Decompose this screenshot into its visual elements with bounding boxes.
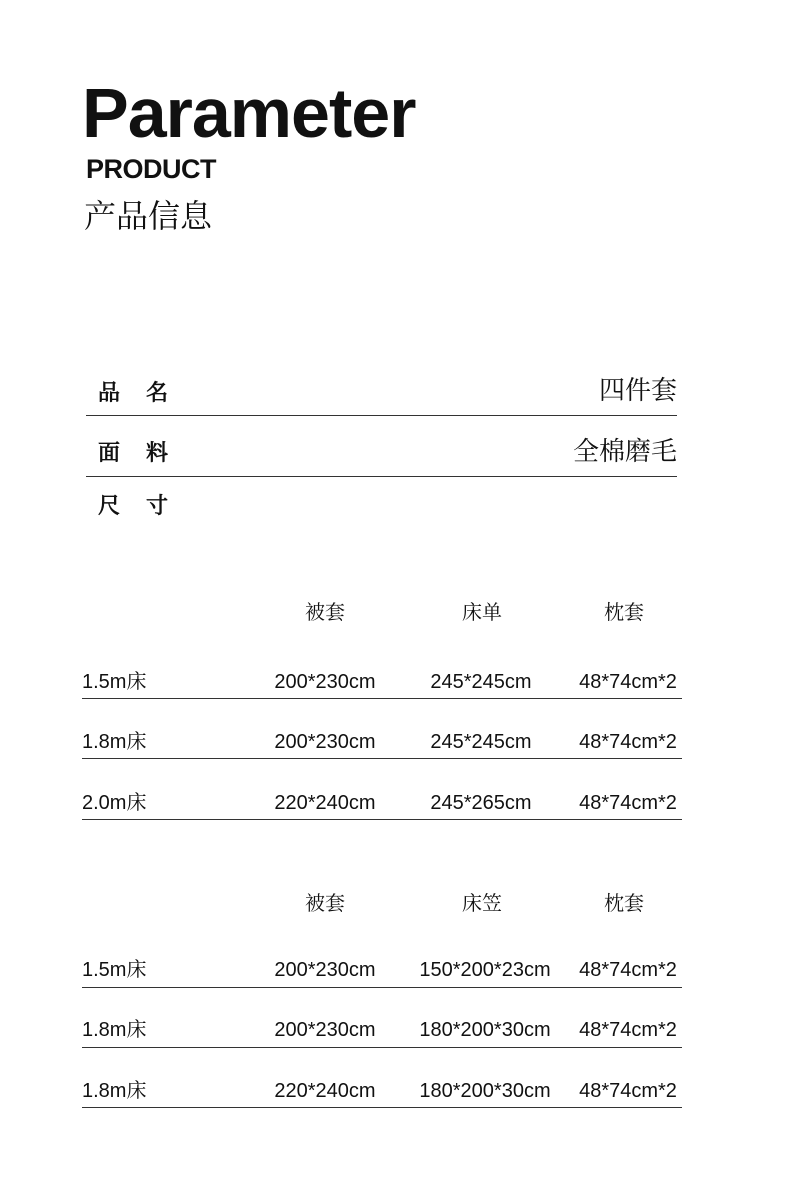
divider	[86, 476, 677, 477]
table-cell: 48*74cm*2	[579, 1080, 677, 1102]
table-cell: 245*265cm	[430, 792, 532, 814]
table-header: 枕套	[604, 891, 644, 915]
table-cell-bed-size: 2.0m床	[82, 792, 147, 814]
table-cell: 48*74cm*2	[579, 671, 677, 693]
info-label-fabric: 面料	[98, 441, 195, 466]
divider	[86, 415, 677, 416]
table-cell: 48*74cm*2	[579, 731, 677, 753]
table-cell: 180*200*30cm	[419, 1019, 551, 1041]
page-title: Parameter	[82, 74, 416, 152]
table-header: 床笠	[462, 891, 502, 915]
table-header: 被套	[305, 600, 345, 624]
table-header: 枕套	[604, 600, 644, 624]
table-header: 床单	[462, 600, 502, 624]
subtitle-en: PRODUCT	[86, 154, 216, 184]
table-cell-bed-size: 1.8m床	[82, 1080, 147, 1102]
table-cell-bed-size: 1.8m床	[82, 1019, 147, 1041]
table-cell: 220*240cm	[274, 792, 376, 814]
table-cell: 180*200*30cm	[419, 1080, 551, 1102]
table-cell: 48*74cm*2	[579, 959, 677, 981]
info-label-name: 品名	[98, 381, 195, 406]
table-cell: 200*230cm	[274, 671, 376, 693]
table-cell-bed-size: 1.5m床	[82, 959, 147, 981]
table-cell: 48*74cm*2	[579, 792, 677, 814]
divider	[82, 819, 682, 820]
table-cell: 200*230cm	[274, 1019, 376, 1041]
table-cell: 220*240cm	[274, 1080, 376, 1102]
divider	[82, 1047, 682, 1048]
info-value-fabric: 全棉磨毛	[572, 437, 677, 467]
divider	[82, 987, 682, 988]
table-cell: 200*230cm	[274, 731, 376, 753]
table-cell: 245*245cm	[430, 671, 532, 693]
divider	[82, 758, 682, 759]
info-value-name: 四件套	[598, 376, 677, 406]
table-cell-bed-size: 1.5m床	[82, 671, 147, 693]
divider	[82, 1107, 682, 1108]
divider	[82, 698, 682, 699]
table-cell: 200*230cm	[274, 959, 376, 981]
table-cell: 48*74cm*2	[579, 1019, 677, 1041]
table-cell-bed-size: 1.8m床	[82, 731, 147, 753]
info-label-size: 尺寸	[98, 494, 195, 519]
table-cell: 245*245cm	[430, 731, 532, 753]
table-cell: 150*200*23cm	[419, 959, 551, 981]
subtitle-cn: 产品信息	[84, 197, 213, 235]
table-header: 被套	[305, 891, 345, 915]
